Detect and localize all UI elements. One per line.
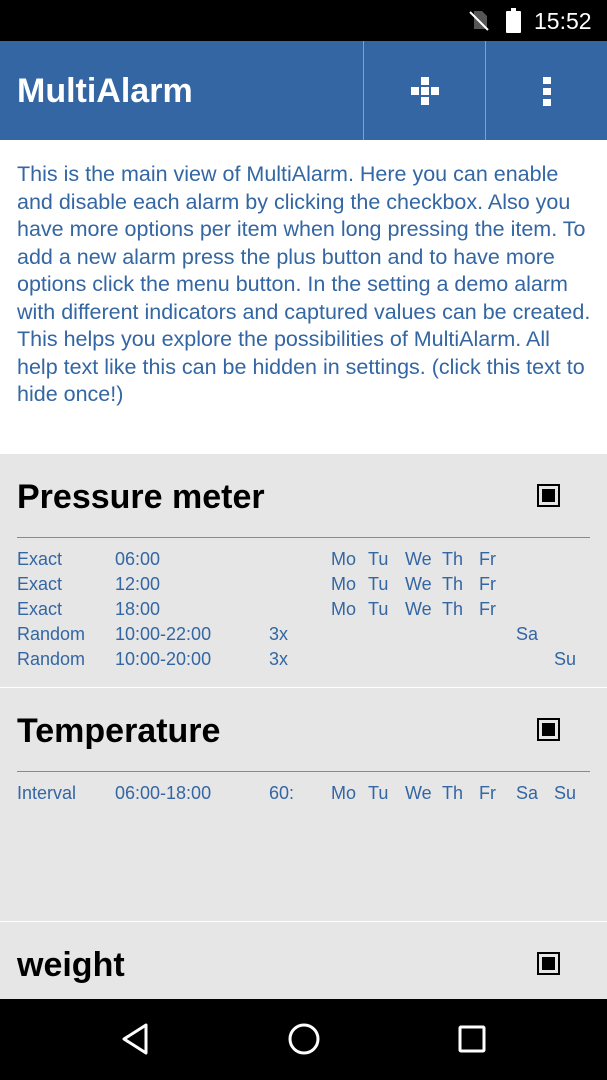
- alarm-title: Temperature: [17, 712, 221, 750]
- alarm-enabled-checkbox[interactable]: [537, 484, 560, 507]
- back-icon: [120, 1023, 150, 1055]
- alarm-title: weight: [17, 946, 125, 984]
- app-title: MultiAlarm: [17, 72, 193, 110]
- overflow-menu-button[interactable]: [485, 41, 607, 140]
- battery-icon: [506, 8, 521, 33]
- alarm-enabled-checkbox[interactable]: [537, 718, 560, 741]
- navigation-bar: [0, 999, 607, 1080]
- divider: [17, 537, 590, 538]
- alarm-rule-row: Interval 06:00-18:00 60: Mo Tu We Th Fr Sa Su: [17, 783, 577, 803]
- alarm-rule-row: Exact 18:00 Mo Tu We Th Fr: [17, 599, 496, 619]
- plus-icon: [410, 76, 440, 106]
- no-sim-icon: [468, 9, 490, 31]
- add-alarm-button[interactable]: [363, 41, 485, 140]
- back-button[interactable]: [105, 1017, 165, 1061]
- home-button[interactable]: [274, 1017, 334, 1061]
- alarm-rule-row: Exact 12:00 Mo Tu We Th Fr: [17, 574, 496, 594]
- alarm-card-temperature[interactable]: [0, 688, 607, 922]
- alarm-list: [0, 454, 607, 999]
- alarm-card-weight[interactable]: [0, 922, 607, 999]
- status-bar: [0, 0, 607, 41]
- alarm-rule-row: Random 10:00-22:00 3x Sa: [17, 624, 539, 644]
- app-bar: [0, 41, 607, 140]
- alarm-enabled-checkbox[interactable]: [537, 952, 560, 975]
- overflow-menu-icon: [542, 76, 552, 106]
- help-text[interactable]: This is the main view of MultiAlarm. Here you can enable and disable each alarm by clicking the checkbox. Also you have more options per item when long pressing the item. To add a new alarm press the plus button and to have more options click the menu button. In the setting a demo alarm with different indicators and captured values can be created. This helps you explore the possibilities of MultiAlarm. All help text like this can be hidden in settings. (click this text to hide once!): [0, 140, 607, 454]
- status-time: 15:52: [534, 8, 592, 34]
- home-icon: [287, 1022, 321, 1056]
- alarm-title: Pressure meter: [17, 478, 265, 516]
- recents-icon: [457, 1024, 487, 1054]
- alarm-rule-row: Random 10:00-20:00 3x Su: [17, 649, 577, 669]
- recents-button[interactable]: [442, 1017, 502, 1061]
- alarm-card-pressure-meter[interactable]: [0, 454, 607, 688]
- divider: [17, 771, 590, 772]
- alarm-rule-row: Exact 06:00 Mo Tu We Th Fr: [17, 549, 496, 569]
